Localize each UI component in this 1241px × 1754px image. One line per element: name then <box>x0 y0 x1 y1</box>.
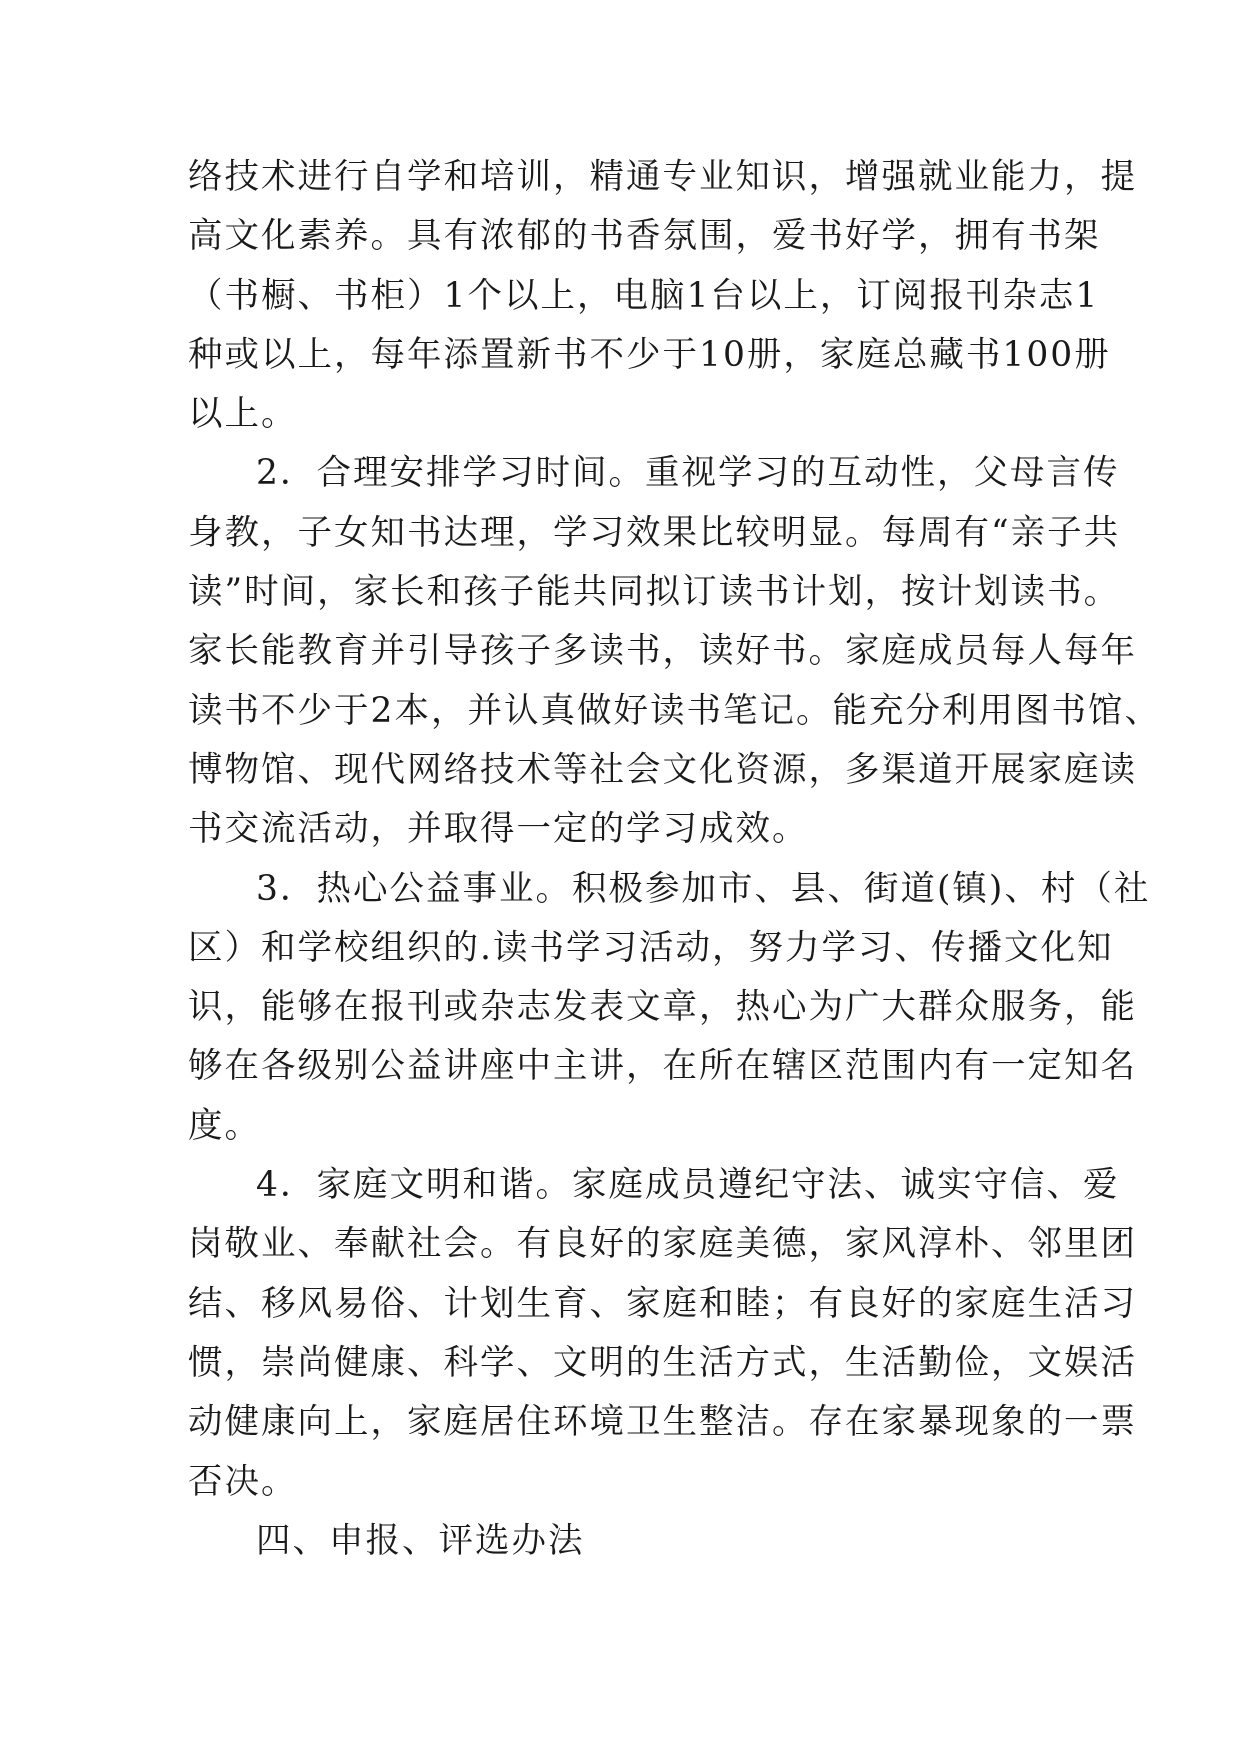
paragraph-2-start: 2．合理安排学习时间。重视学习的互动性，父母言传 <box>256 453 1120 494</box>
text-line: 读书不少于2本，并认真做好读书笔记。能充分利用图书馆、 <box>188 690 1161 731</box>
text-line: 博物馆、现代网络技术等社会文化资源，多渠道开展家庭读 <box>188 749 1137 790</box>
section-heading: 四、申报、评选办法 <box>256 1520 585 1561</box>
text-line: 否决。 <box>188 1461 298 1502</box>
text-line: 岗敬业、奉献社会。有良好的家庭美德，家风淳朴、邻里团 <box>188 1224 1137 1265</box>
text-line: 种或以上，每年添置新书不少于10册，家庭总藏书100册 <box>188 334 1111 375</box>
text-line: 身教，子女知书达理，学习效果比较明显。每周有“亲子共 <box>188 512 1121 553</box>
text-line: 读”时间，家长和孩子能共同拟订读书计划，按计划读书。 <box>188 572 1121 613</box>
paragraph-3-start: 3．热心公益事业。积极参加市、县、街道(镇)、村（社 <box>256 868 1151 909</box>
text-line: 以上。 <box>188 394 298 435</box>
document-body <box>188 148 1161 1571</box>
text-line: 度。 <box>188 1105 261 1146</box>
text-line: 高文化素养。具有浓郁的书香氛围，爱书好学，拥有书架 <box>188 216 1101 257</box>
text-line: 动健康向上，家庭居住环境卫生整洁。存在家暴现象的一票 <box>188 1402 1137 1443</box>
text-line: （书橱、书柜）1个以上，电脑1台以上，订阅报刊杂志1 <box>188 275 1100 316</box>
text-line: 书交流活动，并取得一定的学习成效。 <box>188 809 809 850</box>
text-line: 惯，崇尚健康、科学、文明的生活方式，生活勤俭，文娱活 <box>188 1342 1137 1383</box>
text-line: 结、移风易俗、计划生育、家庭和睦；有良好的家庭生活习 <box>188 1283 1137 1324</box>
text-line: 家长能教育并引导孩子多读书，读好书。家庭成员每人每年 <box>188 631 1137 672</box>
text-line: 够在各级别公益讲座中主讲，在所在辖区范围内有一定知名 <box>188 1046 1137 1087</box>
text-line: 区）和学校组织的.读书学习活动，努力学习、传播文化知 <box>188 927 1114 968</box>
paragraph-4-start: 4．家庭文明和谐。家庭成员遵纪守法、诚实守信、爱 <box>256 1165 1120 1206</box>
text-line: 络技术进行自学和培训，精通专业知识，增强就业能力，提 <box>188 157 1137 197</box>
text-line: 识，能够在报刊或杂志发表文章，热心为广大群众服务，能 <box>188 987 1137 1028</box>
